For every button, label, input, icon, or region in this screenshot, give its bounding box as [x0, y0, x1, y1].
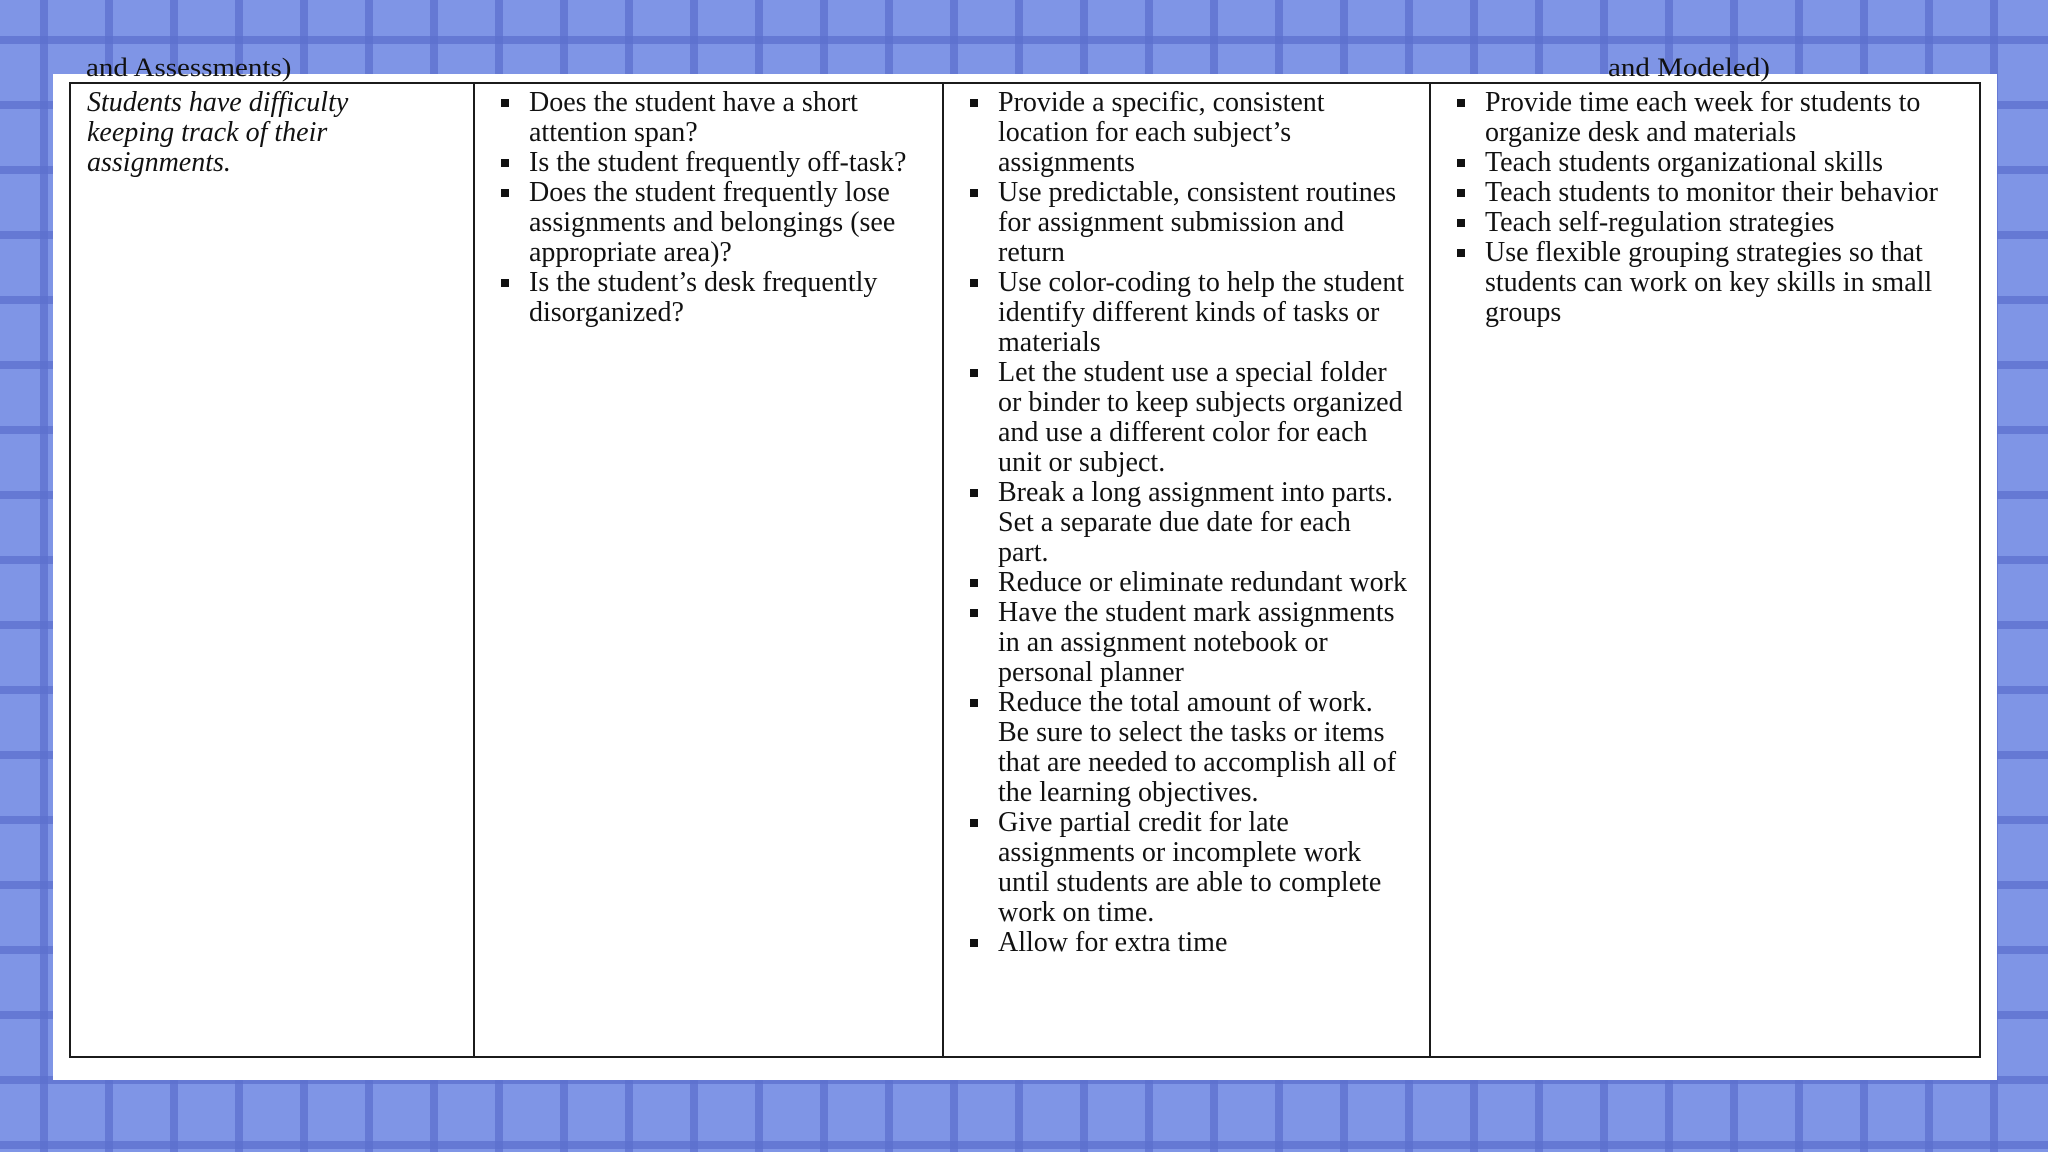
accommodation-item: Give partial credit for late assignments or incomplete work until students are able to complete work on time. [958, 808, 1415, 928]
strategy-item: Teach students organizational skills [1445, 148, 1965, 178]
accommodation-item: Let the student use a special folder or binder to keep subjects organized and use a different color for each unit or subject. [958, 358, 1415, 478]
strategies-column [1431, 84, 1979, 1056]
intervention-table [69, 82, 1981, 1058]
accommodation-item: Allow for extra time [958, 928, 1415, 958]
accommodation-item: Reduce the total amount of work. Be sure to select the tasks or items that are needed to accomplish all of the learning objectives. [958, 688, 1415, 808]
questions-column [475, 84, 944, 1056]
question-item: Does the student frequently lose assignments and belongings (see appropriate area)? [489, 178, 928, 268]
accommodations-column [944, 84, 1431, 1056]
accommodation-item: Provide a specific, consistent location for each subject’s assignments [958, 88, 1415, 178]
strategy-item: Use flexible grouping strategies so that students can work on key skills in small groups [1445, 238, 1965, 328]
problem-statement: Students have difficulty keeping track of their assignments. [87, 87, 349, 178]
accommodations-list [958, 88, 1415, 958]
accommodation-item: Have the student mark assignments in an assignment notebook or personal planner [958, 598, 1415, 688]
strategy-item: Teach self-regulation strategies [1445, 208, 1965, 238]
problem-column [71, 84, 475, 1056]
strategy-item: Provide time each week for students to organize desk and materials [1445, 88, 1965, 148]
question-item: Does the student have a short attention span? [489, 88, 928, 148]
accommodation-item: Reduce or eliminate redundant work [958, 568, 1415, 598]
question-item: Is the student frequently off-task? [489, 148, 928, 178]
questions-list [489, 88, 928, 328]
strategies-list [1445, 88, 1965, 328]
clipped-header-row [53, 53, 1997, 83]
column-4-header-fragment: and Modeled) [1608, 53, 1770, 83]
column-1-header-fragment: and Assessments) [86, 53, 292, 83]
accommodation-item: Use color-coding to help the student identify different kinds of tasks or materials [958, 268, 1415, 358]
document-sheet [53, 53, 1997, 1080]
question-item: Is the student’s desk frequently disorganized? [489, 268, 928, 328]
accommodation-item: Break a long assignment into parts. Set a separate due date for each part. [958, 478, 1415, 568]
accommodation-item: Use predictable, consistent routines for assignment submission and return [958, 178, 1415, 268]
strategy-item: Teach students to monitor their behavior [1445, 178, 1965, 208]
